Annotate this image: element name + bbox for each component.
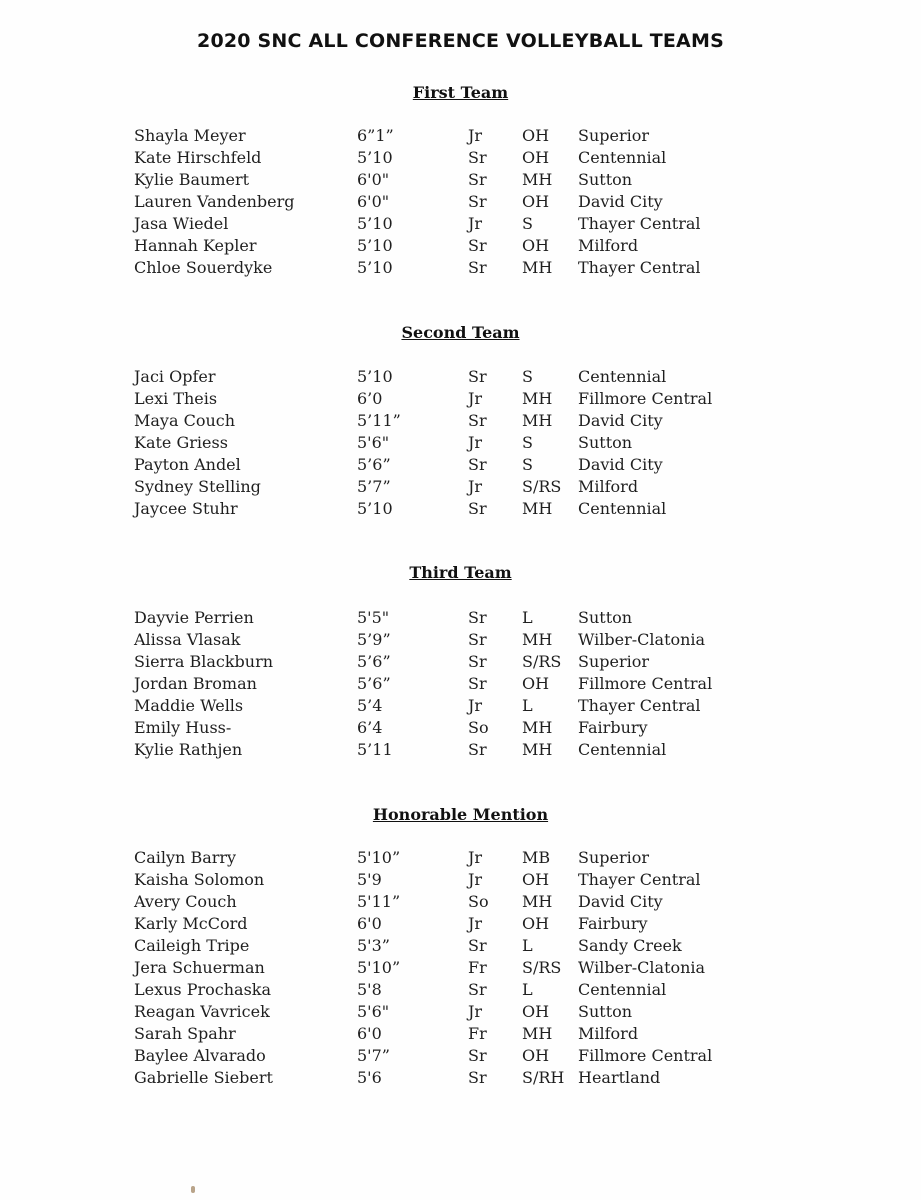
player-row	[0, 913, 921, 935]
player-position: MH	[522, 892, 553, 911]
player-position: S	[522, 367, 533, 386]
player-name: Dayvie Perrien	[134, 608, 254, 627]
player-school: Centennial	[578, 499, 667, 518]
player-name: Maya Couch	[134, 411, 236, 430]
player-school: David City	[578, 192, 663, 211]
player-height: 5'8	[357, 980, 382, 999]
player-height: 6'0	[357, 914, 382, 933]
player-school: Wilber-Clatonia	[578, 958, 706, 977]
player-position: MH	[522, 1024, 553, 1043]
player-height: 5'7”	[357, 1046, 390, 1065]
player-name: Hannah Kepler	[134, 236, 257, 255]
player-school: Thayer Central	[578, 870, 701, 889]
player-school: Centennial	[578, 367, 667, 386]
player-row	[0, 191, 921, 213]
player-row	[0, 607, 921, 629]
player-school: Superior	[578, 652, 650, 671]
player-row	[0, 125, 921, 147]
player-list	[0, 847, 921, 1089]
player-school: Centennial	[578, 980, 667, 999]
player-class: Jr	[468, 914, 483, 933]
player-name: Kylie Rathjen	[134, 740, 243, 759]
player-position: L	[522, 696, 533, 715]
player-class: Sr	[468, 652, 487, 671]
player-position: L	[522, 980, 533, 999]
player-row	[0, 1023, 921, 1045]
player-name: Maddie Wells	[134, 696, 244, 715]
player-height: 5'10”	[357, 958, 401, 977]
player-row	[0, 869, 921, 891]
player-school: Thayer Central	[578, 696, 701, 715]
player-row	[0, 147, 921, 169]
player-row	[0, 957, 921, 979]
player-class: Sr	[468, 980, 487, 999]
player-class: Sr	[468, 630, 487, 649]
player-school: David City	[578, 455, 663, 474]
paper-speck	[191, 1186, 195, 1193]
player-row	[0, 847, 921, 869]
player-name: Jera Schuerman	[134, 958, 265, 977]
player-height: 5'6"	[357, 433, 390, 452]
player-name: Alissa Vlasak	[134, 630, 241, 649]
player-school: Milford	[578, 236, 639, 255]
player-height: 5’6”	[357, 455, 391, 474]
player-height: 6'0	[357, 1024, 382, 1043]
player-name: Lexus Prochaska	[134, 980, 272, 999]
player-position: OH	[522, 236, 550, 255]
section-heading: First Team	[412, 83, 509, 102]
player-height: 6’0	[357, 389, 383, 408]
player-school: Wilber-Clatonia	[578, 630, 706, 649]
player-class: So	[468, 718, 489, 737]
player-school: David City	[578, 411, 663, 430]
player-name: Sarah Spahr	[134, 1024, 236, 1043]
player-name: Jordan Broman	[134, 674, 257, 693]
player-position: L	[522, 608, 533, 627]
player-school: Milford	[578, 477, 639, 496]
player-name: Caileigh Tripe	[134, 936, 250, 955]
player-row	[0, 432, 921, 454]
player-class: Sr	[468, 1046, 487, 1065]
player-class: Sr	[468, 411, 487, 430]
player-name: Kate Hirschfeld	[134, 148, 262, 167]
player-height: 5’9”	[357, 630, 391, 649]
player-name: Kaisha Solomon	[134, 870, 265, 889]
player-name: Jasa Wiedel	[134, 214, 229, 233]
player-height: 5'6	[357, 1068, 382, 1087]
player-school: Sutton	[578, 170, 633, 189]
player-name: Lexi Theis	[134, 389, 218, 408]
player-height: 5'5"	[357, 608, 390, 627]
player-name: Karly McCord	[134, 914, 248, 933]
player-position: MH	[522, 411, 553, 430]
player-row	[0, 257, 921, 279]
player-school: Fillmore Central	[578, 1046, 713, 1065]
player-name: Sydney Stelling	[134, 477, 261, 496]
player-list	[0, 607, 921, 761]
player-height: 5’7”	[357, 477, 391, 496]
player-class: Jr	[468, 477, 483, 496]
player-height: 6’4	[357, 718, 383, 737]
player-name: Kate Griess	[134, 433, 228, 452]
player-height: 5’10	[357, 258, 393, 277]
player-height: 5'3”	[357, 936, 390, 955]
player-school: Fillmore Central	[578, 674, 713, 693]
player-row	[0, 213, 921, 235]
player-class: Jr	[468, 126, 483, 145]
player-class: Sr	[468, 674, 487, 693]
player-height: 5’11	[357, 740, 393, 759]
player-name: Lauren Vandenberg	[134, 192, 295, 211]
player-class: Sr	[468, 148, 487, 167]
player-name: Reagan Vavricek	[134, 1002, 270, 1021]
player-list	[0, 125, 921, 279]
player-row	[0, 366, 921, 388]
player-school: Centennial	[578, 740, 667, 759]
player-school: Sutton	[578, 433, 633, 452]
player-position: S	[522, 433, 533, 452]
player-position: MH	[522, 718, 553, 737]
player-height: 5’6”	[357, 674, 391, 693]
player-position: S/RS	[522, 958, 562, 977]
player-name: Jaycee Stuhr	[134, 499, 238, 518]
player-name: Kylie Baumert	[134, 170, 250, 189]
player-height: 5’6”	[357, 652, 391, 671]
player-row	[0, 1045, 921, 1067]
player-row	[0, 629, 921, 651]
player-row	[0, 454, 921, 476]
player-position: OH	[522, 192, 550, 211]
player-school: David City	[578, 892, 663, 911]
player-school: Milford	[578, 1024, 639, 1043]
player-class: Jr	[468, 848, 483, 867]
player-height: 6'0"	[357, 192, 390, 211]
player-position: S	[522, 214, 533, 233]
player-position: MB	[522, 848, 551, 867]
player-position: MH	[522, 258, 553, 277]
player-class: Sr	[468, 608, 487, 627]
player-school: Centennial	[578, 148, 667, 167]
player-name: Baylee Alvarado	[134, 1046, 266, 1065]
player-position: OH	[522, 126, 550, 145]
player-class: Sr	[468, 455, 487, 474]
player-height: 5’4	[357, 696, 383, 715]
player-row	[0, 476, 921, 498]
player-row	[0, 498, 921, 520]
player-row	[0, 1067, 921, 1089]
player-class: Fr	[468, 1024, 487, 1043]
player-position: OH	[522, 870, 550, 889]
player-height: 5’11”	[357, 411, 401, 430]
player-height: 5'9	[357, 870, 382, 889]
player-position: OH	[522, 1046, 550, 1065]
player-school: Thayer Central	[578, 258, 701, 277]
section-heading: Second Team	[401, 323, 520, 342]
player-position: OH	[522, 1002, 550, 1021]
player-position: S/RH	[522, 1068, 565, 1087]
player-row	[0, 651, 921, 673]
player-height: 5'10”	[357, 848, 401, 867]
player-name: Payton Andel	[134, 455, 241, 474]
player-row	[0, 1001, 921, 1023]
player-school: Sutton	[578, 1002, 633, 1021]
player-class: Jr	[468, 389, 483, 408]
player-row	[0, 935, 921, 957]
player-school: Superior	[578, 126, 650, 145]
player-height: 5’10	[357, 214, 393, 233]
player-class: Sr	[468, 258, 487, 277]
player-position: OH	[522, 914, 550, 933]
player-name: Shayla Meyer	[134, 126, 246, 145]
player-row	[0, 410, 921, 432]
player-class: Sr	[468, 740, 487, 759]
player-height: 5’10	[357, 236, 393, 255]
section-heading: Third Team	[409, 563, 512, 582]
player-height: 5'11”	[357, 892, 401, 911]
player-height: 6”1”	[357, 126, 394, 145]
section-heading: Honorable Mention	[372, 805, 549, 824]
player-height: 5'6"	[357, 1002, 390, 1021]
player-row	[0, 739, 921, 761]
player-position: L	[522, 936, 533, 955]
player-height: 5’10	[357, 148, 393, 167]
player-position: S/RS	[522, 652, 562, 671]
player-position: MH	[522, 170, 553, 189]
player-row	[0, 695, 921, 717]
player-name: Avery Couch	[134, 892, 237, 911]
player-school: Superior	[578, 848, 650, 867]
player-row	[0, 235, 921, 257]
player-school: Sutton	[578, 608, 633, 627]
player-school: Fairbury	[578, 914, 648, 933]
player-row	[0, 717, 921, 739]
player-name: Sierra Blackburn	[134, 652, 274, 671]
player-position: S	[522, 455, 533, 474]
player-class: Jr	[468, 870, 483, 889]
player-class: Jr	[468, 214, 483, 233]
player-position: OH	[522, 148, 550, 167]
player-class: Sr	[468, 236, 487, 255]
player-row	[0, 169, 921, 191]
player-name: Cailyn Barry	[134, 848, 237, 867]
player-row	[0, 388, 921, 410]
player-height: 6'0"	[357, 170, 390, 189]
player-position: MH	[522, 740, 553, 759]
player-name: Jaci Opfer	[134, 367, 216, 386]
player-name: Gabrielle Siebert	[134, 1068, 273, 1087]
player-name: Emily Huss-	[134, 718, 232, 737]
page-title: 2020 SNC ALL CONFERENCE VOLLEYBALL TEAMS	[197, 30, 724, 52]
player-class: Jr	[468, 1002, 483, 1021]
player-school: Fairbury	[578, 718, 648, 737]
player-class: Sr	[468, 192, 487, 211]
player-class: Sr	[468, 170, 487, 189]
player-row	[0, 979, 921, 1001]
player-class: So	[468, 892, 489, 911]
player-row	[0, 891, 921, 913]
player-height: 5’10	[357, 499, 393, 518]
player-class: Sr	[468, 367, 487, 386]
player-position: OH	[522, 674, 550, 693]
player-school: Heartland	[578, 1068, 661, 1087]
player-school: Sandy Creek	[578, 936, 682, 955]
player-height: 5’10	[357, 367, 393, 386]
player-class: Jr	[468, 433, 483, 452]
player-class: Sr	[468, 499, 487, 518]
player-position: MH	[522, 499, 553, 518]
player-name: Chloe Souerdyke	[134, 258, 273, 277]
player-school: Fillmore Central	[578, 389, 713, 408]
player-position: MH	[522, 389, 553, 408]
player-list	[0, 366, 921, 520]
player-class: Sr	[468, 936, 487, 955]
player-class: Jr	[468, 696, 483, 715]
player-position: MH	[522, 630, 553, 649]
player-row	[0, 673, 921, 695]
player-class: Fr	[468, 958, 487, 977]
player-school: Thayer Central	[578, 214, 701, 233]
player-class: Sr	[468, 1068, 487, 1087]
player-position: S/RS	[522, 477, 562, 496]
